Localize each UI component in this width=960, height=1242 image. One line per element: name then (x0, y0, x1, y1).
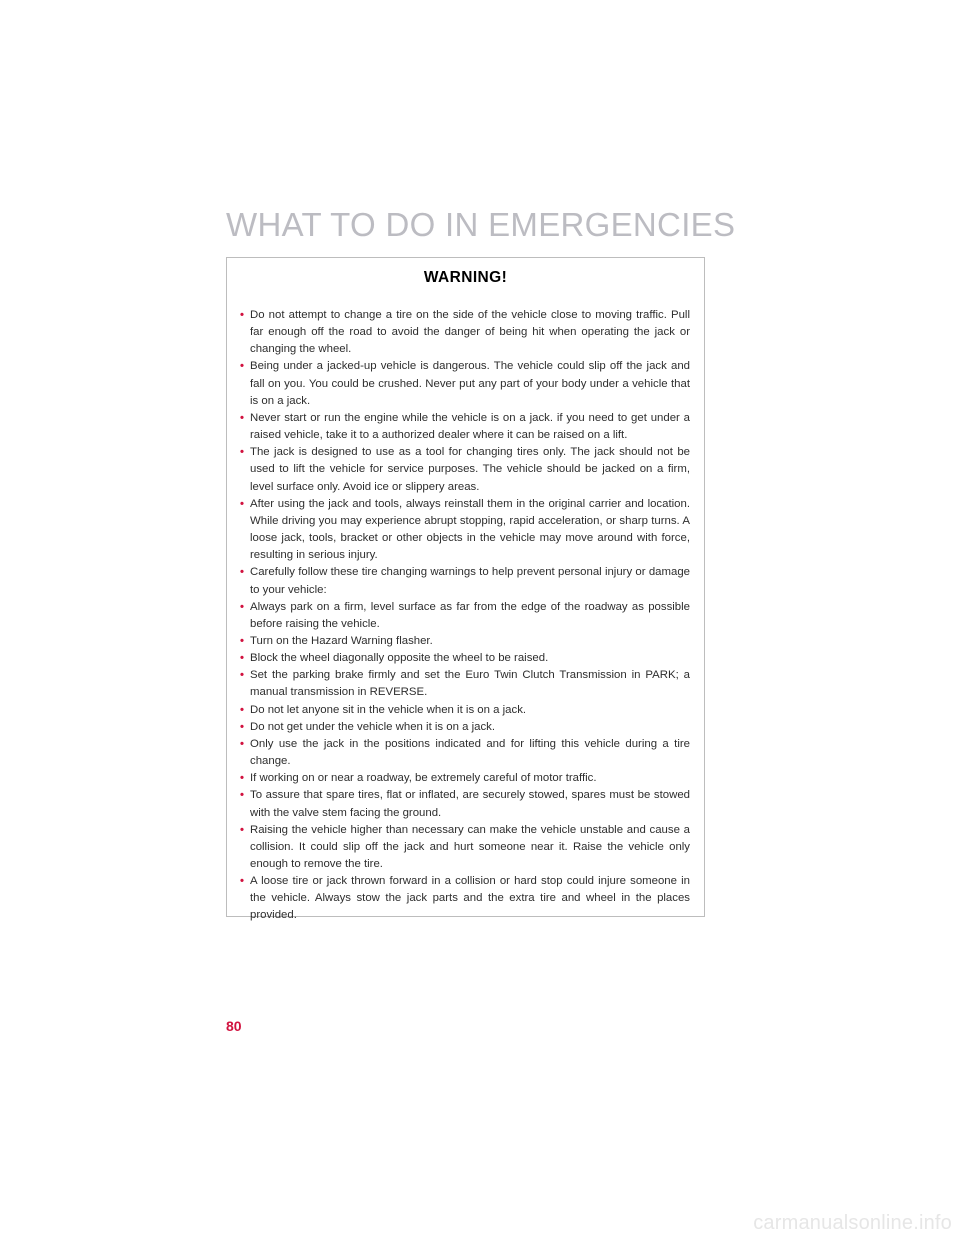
warning-item (240, 599, 690, 633)
warning-list (240, 307, 690, 925)
bullet-icon: • (240, 703, 244, 716)
bullet-icon: • (240, 789, 244, 802)
warning-item (240, 358, 690, 409)
warning-item-text: Being under a jacked-up vehicle is dangerous. The vehicle could slip off the jack and fall on you. You could be crushed. Never put any part of your body under a vehicle that is on a jack. (250, 360, 690, 407)
bullet-icon: • (240, 669, 244, 682)
warning-title: WARNING! (423, 269, 508, 286)
bullet-icon: • (240, 566, 244, 579)
warning-item-text: Turn on the Hazard Warning flasher. (250, 634, 433, 647)
warning-item-text: Raising the vehicle higher than necessary can make the vehicle unstable and cause a collision. It could slip off the jack and hurt someone near it. Raise the vehicle only enough to remove the tire. (250, 823, 690, 870)
bullet-icon: • (240, 772, 244, 785)
warning-item (240, 719, 690, 736)
bullet-icon: • (240, 446, 244, 459)
warning-item-text: Block the wheel diagonally opposite the wheel to be raised. (250, 652, 549, 665)
bullet-icon: • (240, 875, 244, 888)
bullet-icon: • (240, 411, 244, 424)
warning-item (240, 736, 690, 770)
warning-item (240, 633, 690, 650)
warning-item (240, 444, 690, 495)
warning-box (226, 257, 705, 922)
warning-item-text: Never start or run the engine while the vehicle is on a jack. if you need to get under a raised vehicle, take it to a authorized dealer where it can be raised on a lift. (250, 411, 690, 442)
warning-item (240, 822, 690, 873)
bullet-icon: • (240, 360, 244, 373)
bullet-icon: • (240, 652, 244, 665)
warning-item-text: Do not attempt to change a tire on the side of the vehicle close to moving traffic. Pull far enough off the road to avoid the danger of being hit when operating the jack or changing the wheel. (250, 309, 690, 356)
warning-item (240, 770, 690, 787)
warning-item (240, 650, 690, 667)
warning-item-text: A loose tire or jack thrown forward in a collision or hard stop could injure someone in the vehicle. Always stow the jack parts and the extra tire and wheel in the places provided. (250, 875, 690, 922)
warning-item-text: Always park on a firm, level surface as far from the edge of the roadway as possible before raising the vehicle. (250, 600, 690, 630)
warning-item-text: If working on or near a roadway, be extremely careful of motor traffic. (250, 772, 597, 785)
warning-item-text: Do not get under the vehicle when it is on a jack. (250, 720, 496, 733)
warning-item (240, 787, 690, 821)
warning-item-text: The jack is designed to use as a tool for changing tires only. The jack should not be used to lift the vehicle for service purposes. The vehicle should be jacked on a firm, level surface only. Avoid ice or slippery areas. (250, 446, 690, 493)
bullet-icon: • (240, 720, 244, 733)
bullet-icon: • (240, 634, 244, 647)
watermark: carmanualsonline.info (753, 1212, 952, 1234)
warning-item (240, 410, 690, 444)
warning-item (240, 702, 690, 719)
warning-item-text: Carefully follow these tire changing warnings to help prevent personal injury or damage to your vehicle: (250, 566, 690, 596)
bullet-icon: • (240, 600, 244, 613)
bullet-icon: • (240, 823, 244, 836)
warning-item (240, 307, 690, 358)
section-title: WHAT TO DO IN EMERGENCIES (226, 206, 736, 243)
warning-item-text: Only use the jack in the positions indicated and for lifting this vehicle during a tire change. (250, 737, 690, 768)
warning-item (240, 564, 690, 598)
warning-item-text: After using the jack and tools, always reinstall them in the original carrier and location. While driving you may experience abrupt stopping, rapid acceleration, or sharp turns. A loose jack, tools, bracket or other objects in the vehicle may move around with force, resulting in serious injury. (250, 497, 690, 562)
bullet-icon: • (240, 497, 244, 510)
warning-item-text: Do not let anyone sit in the vehicle when it is on a jack. (250, 703, 527, 716)
warning-item-text: To assure that spare tires, flat or inflated, are securely stowed, spares must be stowed with the valve stem facing the ground. (250, 789, 690, 819)
warning-item-text: Set the parking brake firmly and set the Euro Twin Clutch Transmission in PARK; a manual transmission in REVERSE. (250, 669, 690, 699)
bullet-icon: • (240, 737, 244, 750)
warning-item (240, 496, 690, 565)
warning-item (240, 873, 690, 924)
bullet-icon: • (240, 309, 244, 321)
warning-item (240, 667, 690, 701)
page-number: 80 (226, 1018, 242, 1034)
